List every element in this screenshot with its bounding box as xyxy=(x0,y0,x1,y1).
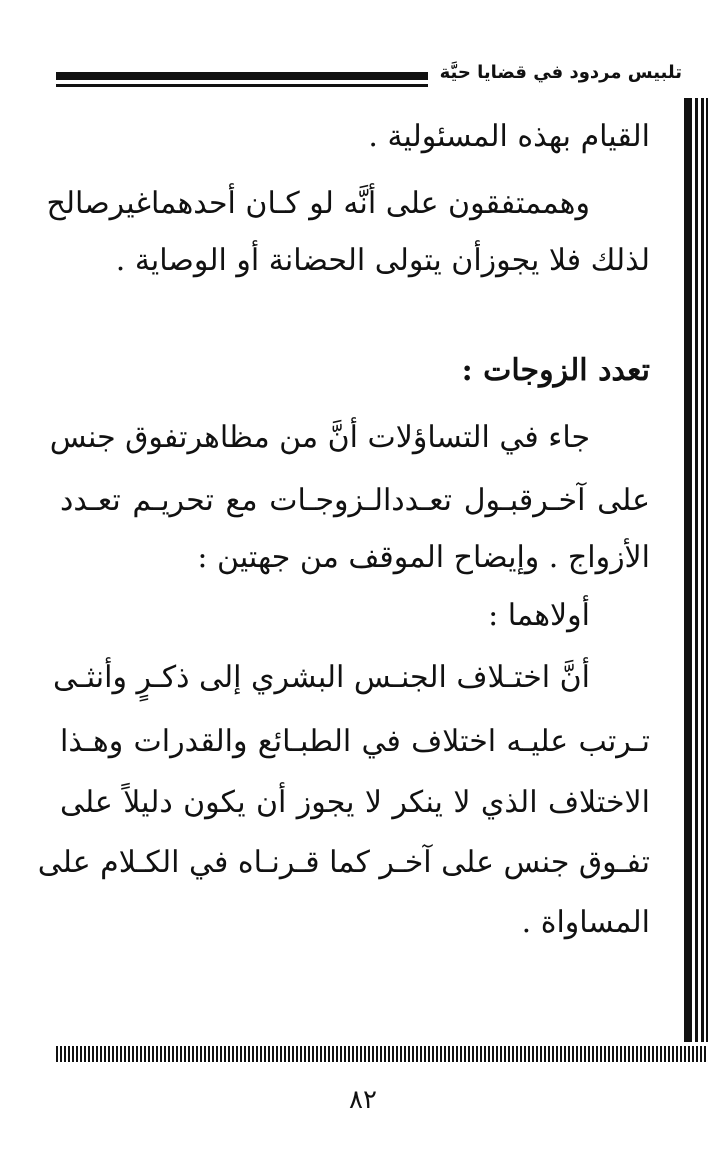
subheading: أولاهما : xyxy=(488,598,590,633)
bottom-rule xyxy=(56,1046,708,1062)
header-rule-thick xyxy=(56,72,428,80)
body-line: الاختلاف الذي لا ينكر لا يجوز أن يكون دليلاً على xyxy=(60,785,650,820)
body-line: وهممتفقون على أنَّه لو كـان أحدهماغيرصالح xyxy=(46,186,590,221)
body-line: على آخـرقبـول تعـددالـزوجـات مع تحريـم تعـدد xyxy=(60,483,650,518)
body-line: لذلك فلا يجوزأن يتولى الحضانة أو الوصاية . xyxy=(115,243,650,278)
body-line: المساواة . xyxy=(521,905,650,940)
side-rule-3 xyxy=(701,98,704,1042)
body-line: الأزواج . وإيضاح الموقف من جهتين : xyxy=(197,540,650,575)
side-rule-1 xyxy=(684,98,692,1042)
body-line: أنَّ اختـلاف الجنـس البشري إلى ذكـرٍ وأنثـى xyxy=(52,660,590,695)
body-line: تـرتب عليـه اختلاف في الطبـائع والقدرات وهـذا xyxy=(60,724,650,759)
body-line: جاء في التساؤلات أنَّ من مظاهرتفوق جنس xyxy=(49,420,590,455)
side-rule-2 xyxy=(695,98,698,1042)
body-line: تفـوق جنس على آخـر كما قـرنـاه في الكـلام على xyxy=(37,845,650,880)
page-number: ٨٢ xyxy=(349,1085,377,1115)
section-heading: تعدد الزوجات : xyxy=(461,353,650,388)
body-line: القيام بهذه المسئولية . xyxy=(368,119,650,154)
header-rule-thin xyxy=(56,84,428,87)
header-title: تلبيس مردود في قضايا حيَّة xyxy=(439,62,682,83)
side-rule-4 xyxy=(706,98,708,1042)
